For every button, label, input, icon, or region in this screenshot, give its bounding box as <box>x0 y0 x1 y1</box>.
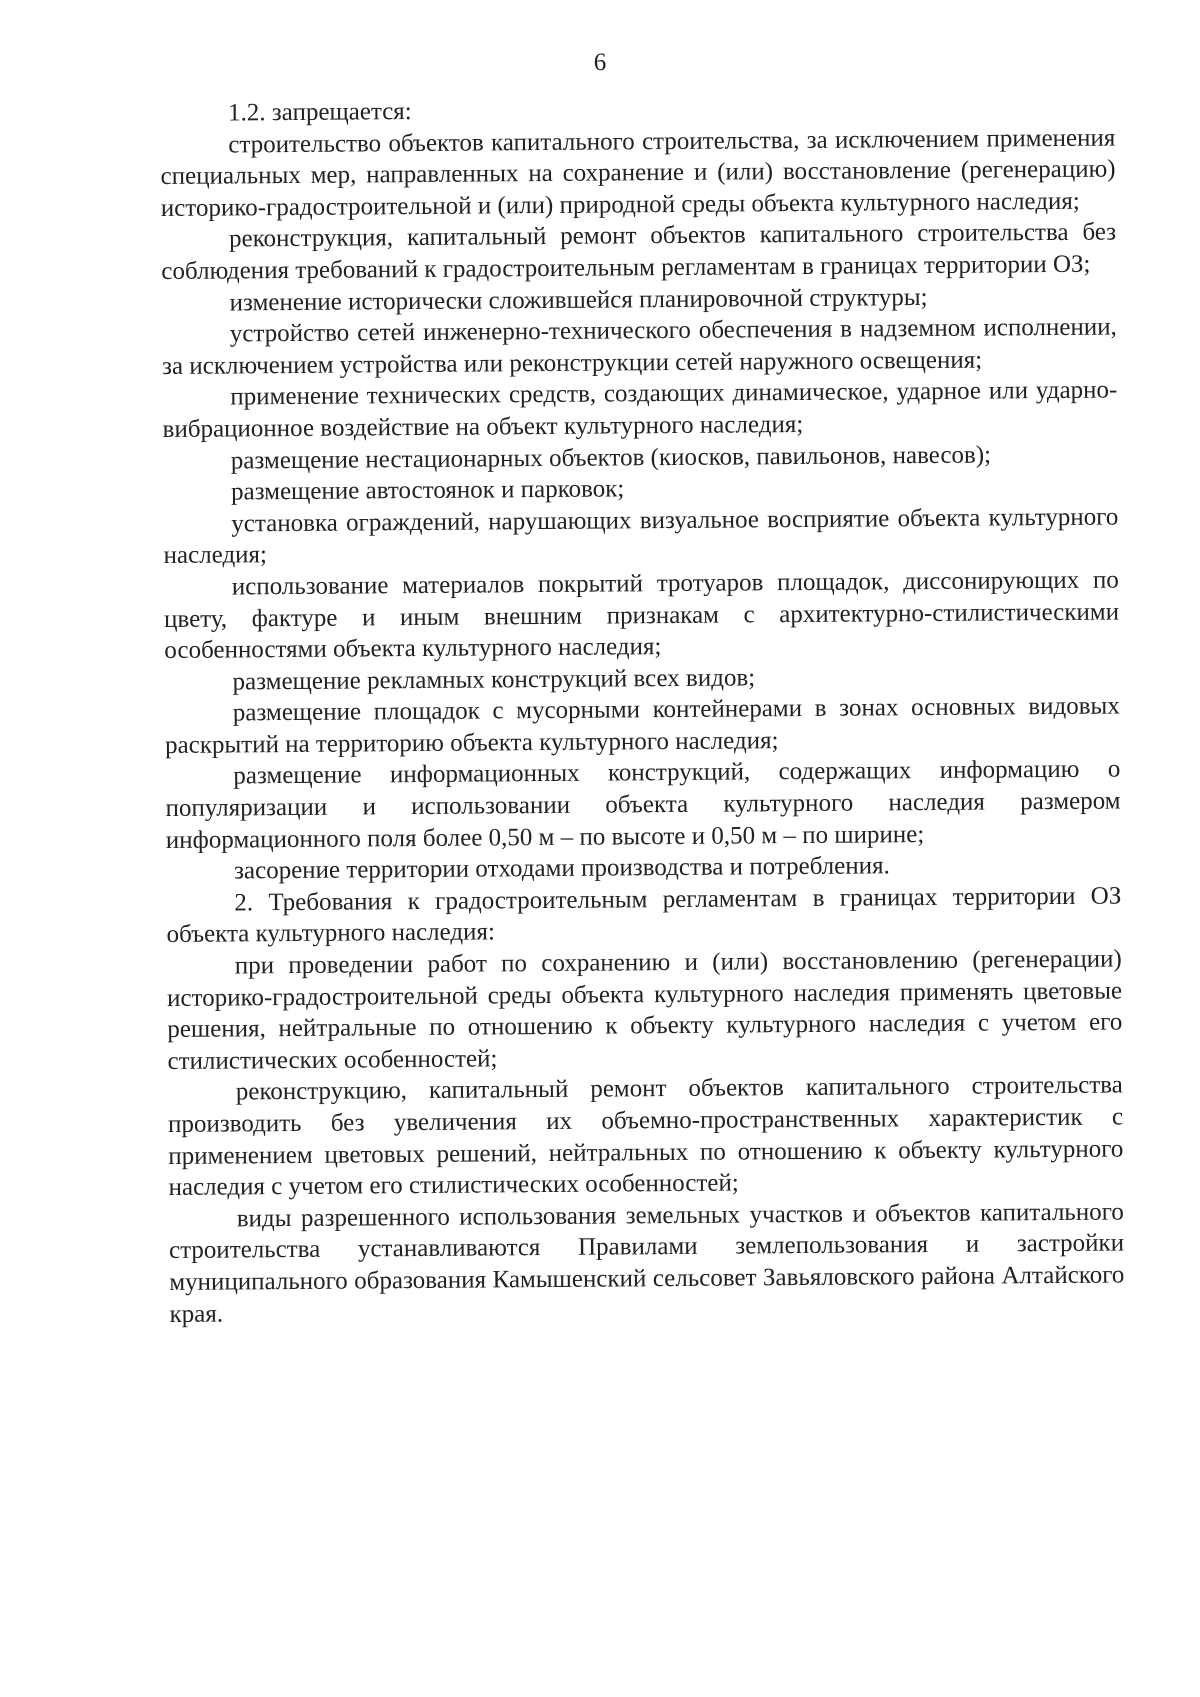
paragraph-prohibition-technical-means: применение технических средств, создающих динамическое, ударное или ударно-вибрационное воздействие на объект культурного наследия; <box>162 376 1118 443</box>
paragraph-prohibition-advertising: размещение рекламных конструкций всех видов; <box>232 664 756 696</box>
paragraph-prohibition-parking: размещение автостоянок и парковок; <box>230 475 625 506</box>
page-number: 6 <box>593 49 607 76</box>
paragraph-requirement-land-use: виды разрешенного использования земельных участков и объектов капитального строительства устанавливаются Правилами землепользования и застройки муниципального образования Камышенский сельсовет Завьяловского района Алтайского края. <box>168 1198 1125 1328</box>
paragraph-requirement-color-solutions: при проведении работ по сохранению и (или) восстановлению (регенерации) историко-градостроительной среды объекта культурного наследия применять цветовые решения, нейтральные по отношению к объекту культурного наследия с учетом его стилистических особенностей; <box>166 945 1123 1075</box>
paragraph-prohibition-littering: засорение территории отходами производства и потребления. <box>233 852 890 885</box>
paragraph-section-1-2-heading: 1.2. запрещается: <box>228 98 412 127</box>
paragraph-prohibition-information-structures: размещение информационных конструкций, содержащих информацию о популяризации и использовании объекта культурного наследия размером информационного поля более 0,50 м – по высоте и 0,50 м – по ширине; <box>165 755 1121 854</box>
paragraph-prohibition-reconstruction: реконструкция, капитальный ремонт объектов капитального строительства без соблюдения требований к градостроительным регламентам в границах территории ОЗ; <box>161 218 1117 285</box>
paragraph-prohibition-engineering-networks: устройство сетей инженерно-технического обеспечения в надземном исполнении, за исключением устройства или реконструкции сетей наружного освещения; <box>162 313 1117 380</box>
paragraph-section-2-heading: 2. Требования к градостроительным регламентам в границах территории ОЗ объекта культурного наследия: <box>166 882 1122 949</box>
paragraph-prohibition-non-stationary-objects: размещение нестационарных объектов (киосков, павильонов, навесов); <box>230 441 992 474</box>
document-body <box>160 90 1125 1330</box>
paragraph-prohibition-paving-materials: использование материалов покрытий тротуаров площадок, диссонирующих по цвету, фактуре и иным внешним признакам с архитектурно-стилистическими особенностями объекта культурного наследия; <box>163 566 1120 665</box>
paragraph-requirement-reconstruction: реконструкцию, капитальный ремонт объектов капитального строительства производить без увеличения их объемно-пространственных характеристик с применением цветовых решений, нейтральных по отношению к объекту культурного наследия с учетом его стилистических особенностей; <box>167 1071 1124 1202</box>
paragraph-prohibition-construction: строительство объектов капитального строительства, за исключением применения специальных мер, направленных на сохранение и (или) восстановление (регенерацию) историко-градостроительной и (или) природной среды объекта культурного наследия; <box>160 124 1116 222</box>
paragraph-prohibition-fences: установка ограждений, нарушающих визуальное восприятие объекта культурного наследия; <box>163 503 1119 570</box>
paragraph-prohibition-waste-containers: размещение площадок с мусорными контейнерами в зонах основных видовых раскрытий на территорию объекта культурного наследия; <box>164 692 1120 759</box>
paragraph-prohibition-planning-structure: изменение исторически сложившейся планировочной структуры; <box>229 283 928 317</box>
